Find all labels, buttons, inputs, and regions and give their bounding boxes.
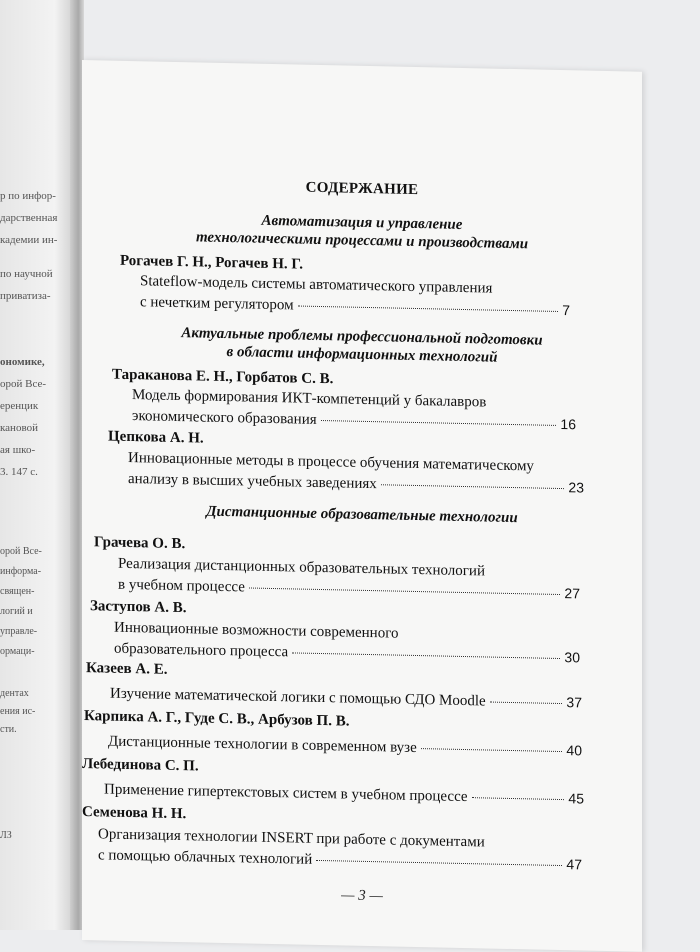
- contents-page: [82, 60, 642, 952]
- entry-title-line: Организация технологии INSERT при работе с документами: [98, 826, 485, 851]
- section-heading: [82, 322, 642, 370]
- entry-title-line: Применение гипертекстовых систем в учебном процессе: [104, 781, 468, 806]
- page-number: 30: [564, 649, 580, 666]
- entry-title-line: экономического образования: [132, 408, 317, 428]
- left-text-line: ая шко-: [0, 444, 36, 456]
- entry-author: Рогачев Г. Н., Рогачев Н. Г.: [120, 252, 303, 273]
- section-heading-line: Дистанционные образовательные технологии: [206, 503, 518, 527]
- left-text-line: ения ис-: [0, 706, 36, 717]
- section-heading: [82, 500, 642, 530]
- section-heading-line: Актуальные проблемы профессиональной подготовки: [181, 325, 543, 349]
- toc-entry[interactable]: [104, 778, 584, 809]
- page-number: 23: [568, 479, 584, 496]
- section-heading-line: Автоматизация и управление: [261, 212, 463, 233]
- entry-author: Цепкова А. Н.: [108, 428, 204, 447]
- page-number: 47: [566, 856, 582, 873]
- entry-author: Лебединова С. П.: [82, 756, 199, 775]
- leader-dots: [381, 484, 565, 489]
- entry-author: Казеев А. Е.: [86, 660, 168, 678]
- leader-dots: [321, 420, 557, 426]
- entry-author: Семенова Н. Н.: [82, 804, 187, 823]
- left-text-line: дентах: [0, 688, 29, 699]
- page-number: 45: [568, 790, 584, 807]
- leader-dots: [298, 306, 559, 312]
- left-text-line: р по инфор-: [0, 190, 56, 202]
- left-text-line: кадемии ин-: [0, 234, 58, 246]
- left-text-line: сти.: [0, 724, 17, 735]
- page-footer-number: — 3 —: [341, 887, 383, 905]
- left-text-line: орой Все-: [0, 378, 47, 390]
- left-text-line: ономике,: [0, 356, 45, 368]
- left-text-line: священ-: [0, 586, 35, 597]
- leader-dots: [249, 587, 561, 595]
- toc-entry[interactable]: [118, 554, 580, 605]
- entry-title-line: Инновационные методы в процессе обучения математическому: [128, 449, 534, 475]
- left-text-line: ормаци-: [0, 646, 35, 657]
- left-page: [0, 0, 78, 930]
- entry-title-line: с помощью облачных технологий: [98, 847, 313, 868]
- left-text-line: логий и: [0, 606, 33, 617]
- page-title: СОДЕРЖАНИЕ: [305, 179, 419, 199]
- left-text-line: ЛЗ: [0, 830, 12, 841]
- section-heading-line: технологическими процессами и производствами: [195, 229, 529, 253]
- toc-entry[interactable]: [98, 824, 582, 875]
- entry-author: Заступов А. В.: [90, 598, 187, 617]
- page-number: 16: [560, 416, 576, 433]
- entry-title-line: образовательного процесса: [114, 640, 289, 661]
- entry-author: Карпика А. Г., Гуде С. В., Арбузов П. В.: [84, 708, 350, 730]
- toc-entry[interactable]: [110, 683, 582, 714]
- leader-dots: [472, 797, 565, 800]
- entry-title-line: Stateflow-модель системы автоматического управления: [140, 273, 493, 297]
- toc-entry[interactable]: [108, 731, 582, 762]
- page-number: 7: [562, 302, 570, 319]
- left-text-line: информа-: [0, 566, 42, 577]
- entry-title-line: в учебном процессе: [118, 576, 245, 596]
- leader-dots: [421, 748, 563, 752]
- left-text-line: еренцик: [0, 400, 39, 412]
- section-heading-line: в области информационных технологий: [226, 344, 498, 366]
- left-text-line: дарственная: [0, 212, 58, 224]
- toc-entry[interactable]: [114, 618, 580, 669]
- leader-dots: [490, 702, 563, 705]
- entry-title-line: с нечетким регулятором: [140, 294, 294, 314]
- entry-title-line: анализу в высших учебных заведениях: [128, 470, 377, 493]
- entry-title-line: Дистанционные технологии в современном вузе: [108, 733, 417, 757]
- entry-title-line: Модель формирования ИКТ-компетенций у бакалавров: [132, 387, 487, 411]
- leader-dots: [316, 860, 562, 866]
- left-text-line: орой Все-: [0, 546, 42, 557]
- page-number: 40: [566, 742, 582, 759]
- left-text-line: приватиза-: [0, 290, 51, 302]
- entry-author: Тараканова Е. Н., Горбатов С. В.: [112, 366, 334, 388]
- section-heading: [82, 208, 642, 256]
- entry-author: Грачева О. В.: [94, 534, 186, 553]
- left-text-line: 3. 147 с.: [0, 466, 38, 478]
- entry-title-line: Реализация дистанционных образовательных технологий: [118, 555, 485, 580]
- toc-entry[interactable]: [132, 385, 576, 435]
- left-text-line: кановой: [0, 422, 38, 434]
- left-text-line: по научной: [0, 268, 53, 280]
- left-text-line: управле-: [0, 626, 38, 637]
- toc-entry[interactable]: [140, 271, 570, 321]
- toc-entry[interactable]: [128, 448, 584, 499]
- entry-title-line: Изучение математической логики с помощью СДО Moodle: [110, 685, 486, 710]
- entry-title-line: Инновационные возможности современного: [114, 619, 399, 642]
- page-number: 37: [566, 694, 582, 711]
- leader-dots: [292, 652, 560, 659]
- page-number: 27: [564, 585, 580, 602]
